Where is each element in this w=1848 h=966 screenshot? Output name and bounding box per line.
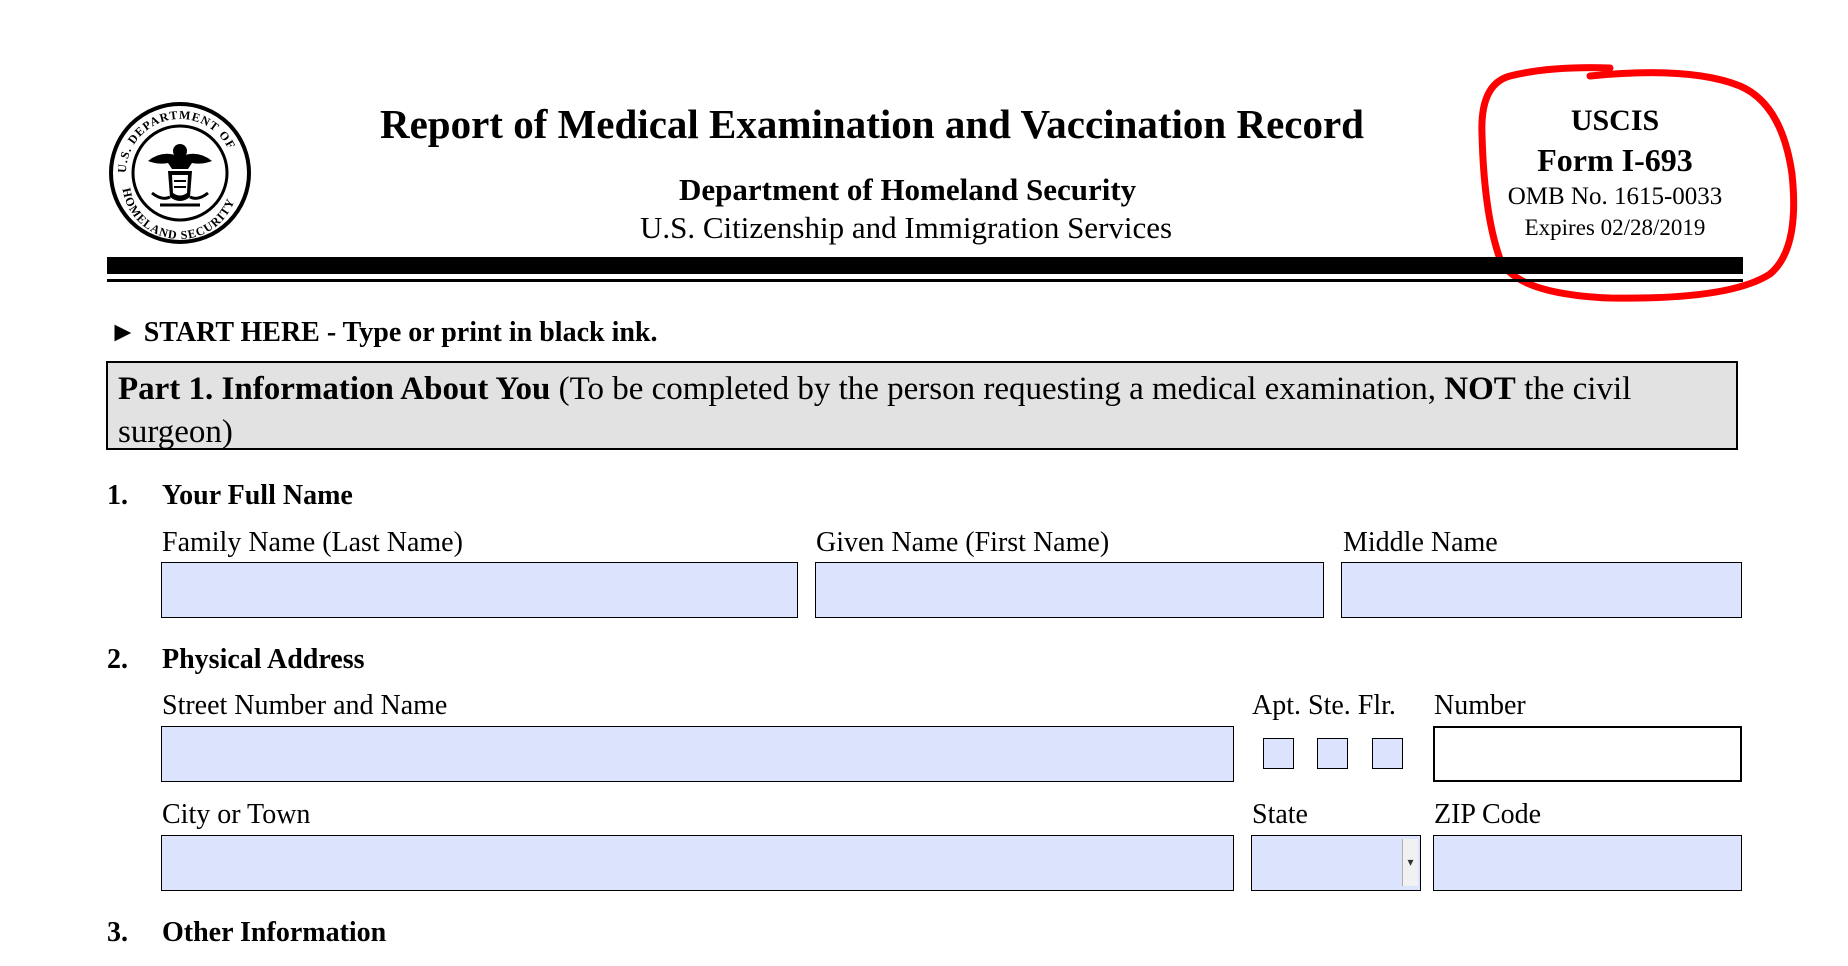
omb-number: OMB No. 1615-0033 [1507, 183, 1723, 210]
svg-text:HOMELAND SECURITY: HOMELAND SECURITY [119, 186, 238, 243]
unit-number-label: Number [1434, 690, 1526, 721]
q2-title: Physical Address [162, 644, 365, 675]
part1-note-not: NOT [1444, 371, 1516, 407]
header-rule-thin [107, 279, 1743, 282]
city-label: City or Town [162, 799, 311, 830]
dhs-seal-icon [108, 101, 252, 245]
apt-checkbox[interactable] [1263, 738, 1294, 769]
zip-label: ZIP Code [1434, 799, 1542, 830]
form-info [1450, 102, 1780, 243]
q3-number: 3. [107, 917, 128, 948]
street-input[interactable] [161, 726, 1234, 782]
expiration-date: Expires 02/28/2019 [1524, 215, 1706, 240]
q3-title: Other Information [162, 917, 387, 948]
state-select[interactable] [1251, 835, 1421, 891]
part1-note-after: the civil surgeon) [118, 371, 1632, 450]
header-rule-thick [107, 257, 1743, 274]
q1-title: Your Full Name [162, 480, 353, 511]
unit-number-input[interactable] [1433, 726, 1742, 782]
street-label: Street Number and Name [162, 690, 448, 721]
svg-text:U.S. DEPARTMENT OF: U.S. DEPARTMENT OF [114, 107, 239, 174]
given-name-input[interactable] [815, 562, 1324, 618]
chevron-down-icon[interactable]: ▾ [1402, 839, 1418, 886]
part1-note-before: (To be completed by the person requesting a medical examination, [550, 371, 1445, 407]
unit-type-label: Apt. Ste. Flr. [1252, 690, 1396, 721]
given-name-label: Given Name (First Name) [816, 527, 1110, 558]
ste-checkbox[interactable] [1317, 738, 1348, 769]
state-label: State [1252, 799, 1308, 830]
city-input[interactable] [161, 835, 1234, 891]
family-name-input[interactable] [161, 562, 798, 618]
zip-input[interactable] [1433, 835, 1742, 891]
start-here-instruction: ► START HERE - Type or print in black ink. [109, 317, 658, 348]
form-title: Report of Medical Examination and Vaccination Record [380, 101, 1364, 147]
department-name: Department of Homeland Security [679, 172, 1137, 207]
middle-name-label: Middle Name [1343, 527, 1498, 558]
form-agency: USCIS [1570, 104, 1660, 137]
flr-checkbox[interactable] [1372, 738, 1403, 769]
q1-number: 1. [107, 480, 128, 511]
q2-number: 2. [107, 644, 128, 675]
form-number: Form I-693 [1537, 142, 1693, 178]
part1-label: Part 1. Information About You [118, 371, 551, 407]
agency-name: U.S. Citizenship and Immigration Services [640, 210, 1173, 245]
family-name-label: Family Name (Last Name) [162, 527, 463, 558]
part1-header [106, 361, 1738, 450]
middle-name-input[interactable] [1341, 562, 1742, 618]
